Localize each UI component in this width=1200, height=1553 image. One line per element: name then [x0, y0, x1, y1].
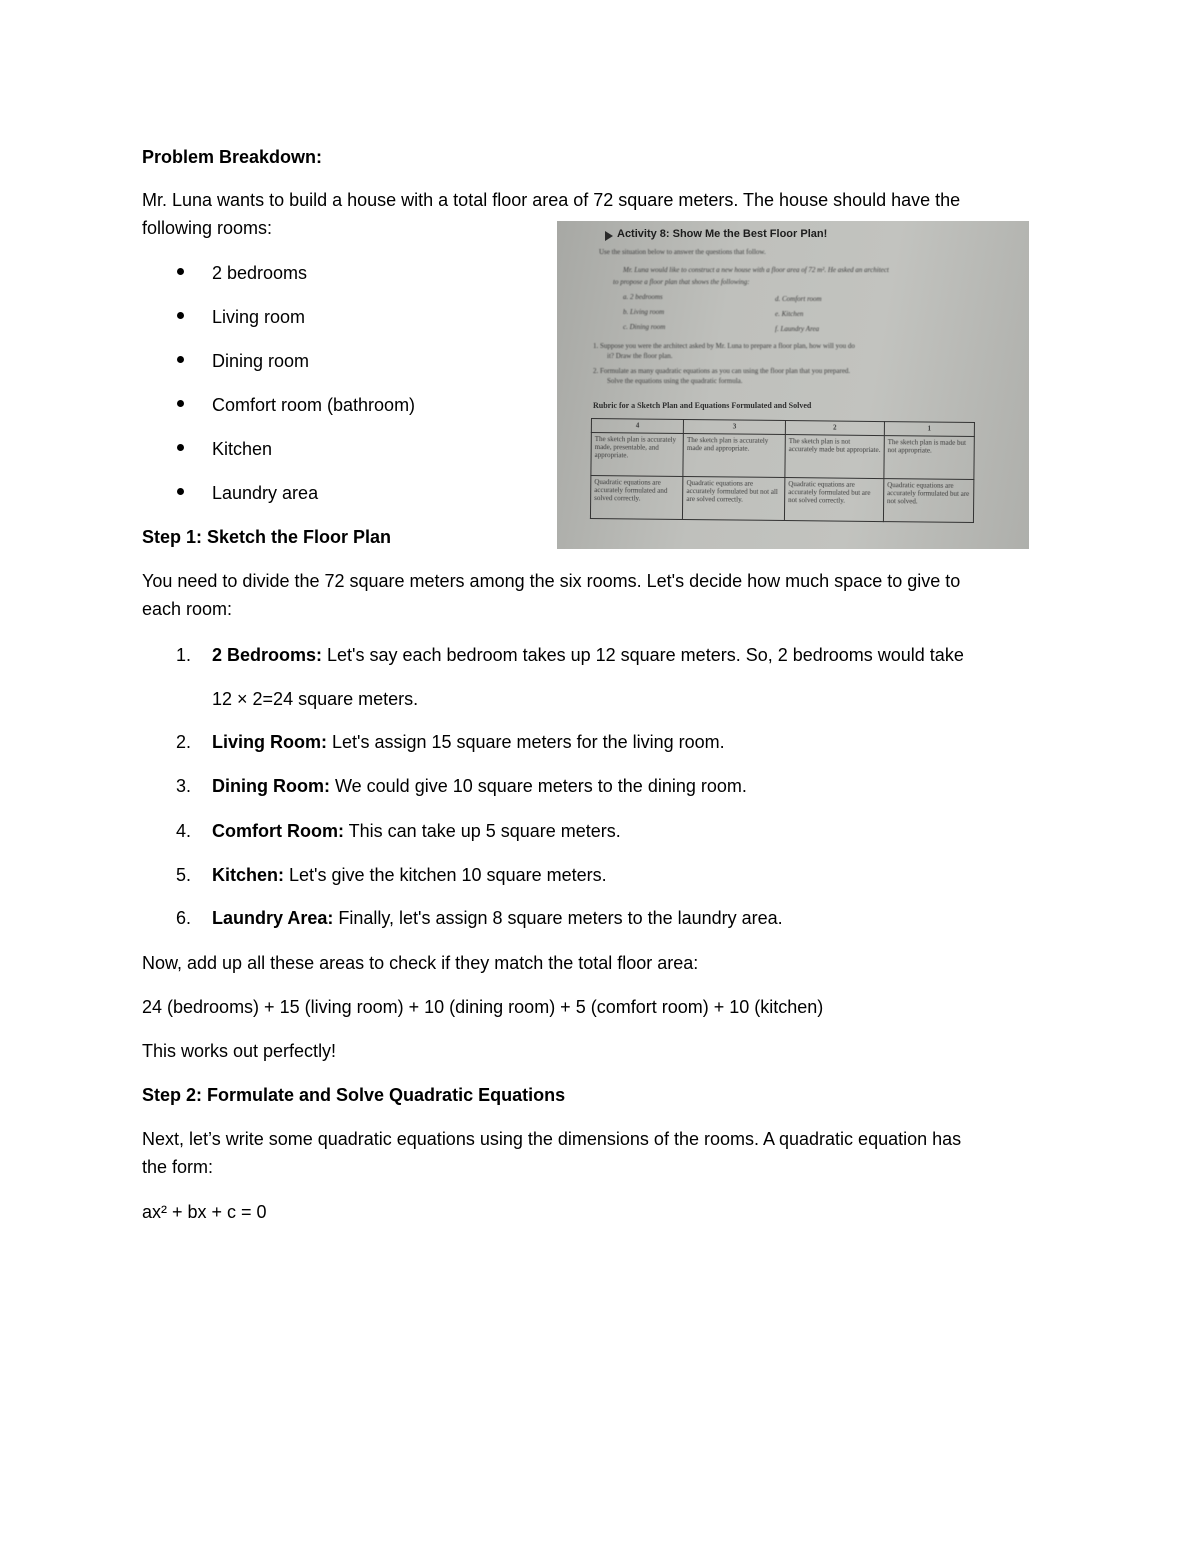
item-text: Let's give the kitchen 10 square meters. — [284, 865, 607, 885]
intro-line-1: Mr. Luna wants to build a house with a total floor area of 72 square meters. The house should have the — [142, 190, 961, 210]
worksheet-photo — [557, 221, 1029, 549]
list-number: 6. — [176, 908, 192, 928]
bullet — [177, 312, 184, 319]
table-cell: Quadratic equations are accurately formulated but are not solved. — [883, 479, 974, 523]
table-cell: Quadratic equations are accurately formulated and solved correctly. — [590, 476, 683, 520]
table-cell: 2 — [785, 421, 884, 436]
room-item: 2 bedrooms — [212, 263, 308, 283]
item-text: Let's say each bedroom takes up 12 square meters. So, 2 bedrooms would take — [322, 645, 964, 665]
step2-heading: Step 2: Formulate and Solve Quadratic Equations — [142, 1085, 566, 1105]
table-cell: 4 — [591, 419, 683, 434]
step2-line-1: Next, let’s write some quadratic equations using the dimensions of the rooms. A quadratic equation has — [142, 1129, 962, 1149]
works-out: This works out perfectly! — [142, 1041, 337, 1061]
item-label: 2 Bedrooms: — [212, 645, 323, 665]
photo-question: 1. Suppose you were the architect asked by Mr. Luna to prepare a floor plan, how will you do — [593, 342, 855, 350]
table-cell: The sketch plan is accurately made, presentable, and appropriate. — [591, 433, 684, 477]
step2-line-2: the form: — [142, 1157, 214, 1177]
photo-title: Activity 8: Show Me the Best Floor Plan! — [617, 228, 828, 240]
quadratic-formula: ax² + bx + c = 0 — [142, 1202, 267, 1222]
step1-line-1: You need to divide the 72 square meters among the six rooms. Let's decide how much space to give to — [142, 571, 961, 591]
sum-line: 24 (bedrooms) + 15 (living room) + 10 (dining room) + 5 (comfort room) + 10 (kitchen) — [142, 997, 824, 1017]
photo-instruction: Use the situation below to answer the questions that follow. — [599, 248, 766, 256]
bullet — [177, 356, 184, 363]
item-text: Finally, let's assign 8 square meters to the laundry area. — [333, 908, 783, 928]
item-text: Let's assign 15 square meters for the living room. — [327, 732, 725, 752]
photo-item: d. Comfort room — [775, 295, 822, 303]
bullet — [177, 268, 184, 275]
list-item — [212, 864, 607, 886]
item-label: Dining Room: — [212, 776, 330, 796]
list-item — [212, 820, 621, 842]
item-label: Laundry Area: — [212, 908, 334, 928]
arrow-icon — [605, 231, 613, 241]
photo-question: Solve the equations using the quadratic formula. — [607, 377, 743, 385]
table-cell: Quadratic equations are accurately formulated but are not solved correctly. — [784, 478, 883, 522]
step1-line-2: each room: — [142, 599, 233, 619]
table-cell: The sketch plan is accurately made and appropriate. — [683, 433, 785, 477]
intro-line-2: following rooms: — [142, 218, 273, 238]
photo-rubric-table — [590, 418, 975, 523]
photo-scenario: to propose a floor plan that shows the following: — [613, 278, 750, 286]
problem-heading: Problem Breakdown: — [142, 147, 323, 167]
room-item: Comfort room (bathroom) — [212, 395, 416, 415]
photo-scenario: Mr. Luna would like to construct a new house with a floor area of 72 m². He asked an architect — [623, 266, 889, 274]
list-item — [212, 775, 747, 797]
room-item: Dining room — [212, 351, 310, 371]
photo-item: b. Living room — [623, 308, 665, 316]
table-row — [590, 476, 973, 523]
list-number: 1. — [176, 645, 192, 665]
sum-intro: Now, add up all these areas to check if they match the total floor area: — [142, 953, 699, 973]
bullet — [177, 444, 184, 451]
photo-rubric-title: Rubric for a Sketch Plan and Equations Formulated and Solved — [593, 401, 812, 410]
photo-item: f. Laundry Area — [775, 325, 820, 333]
room-item: Kitchen — [212, 439, 273, 459]
item-text: This can take up 5 square meters. — [343, 821, 621, 841]
list-number: 2. — [176, 732, 192, 752]
item-text: We could give 10 square meters to the dining room. — [329, 776, 747, 796]
photo-question: 2. Formulate as many quadratic equations as you can using the floor plan that you prepared. — [593, 367, 851, 375]
table-cell: 1 — [884, 422, 974, 437]
item-label: Kitchen: — [212, 865, 284, 885]
list-number: 3. — [176, 776, 192, 796]
table-cell: The sketch plan is not accurately made but appropriate. — [785, 435, 884, 479]
item-label: Comfort Room: — [212, 821, 344, 841]
list-number: 4. — [176, 821, 192, 841]
table-cell: 3 — [684, 419, 786, 434]
list-number: 5. — [176, 865, 192, 885]
table-row — [591, 433, 974, 480]
photo-question: it? Draw the floor plan. — [607, 352, 673, 360]
list-item — [212, 907, 783, 929]
list-item — [212, 731, 725, 753]
bullet — [177, 488, 184, 495]
photo-item: c. Dining room — [623, 323, 666, 331]
item-label: Living Room: — [212, 732, 327, 752]
bullet — [177, 400, 184, 407]
table-cell: Quadratic equations are accurately formulated but not all are solved correctly. — [683, 476, 785, 520]
photo-item: a. 2 bedrooms — [623, 293, 663, 301]
room-item: Living room — [212, 307, 306, 327]
photo-item: e. Kitchen — [775, 310, 804, 318]
step1-heading: Step 1: Sketch the Floor Plan — [142, 527, 392, 547]
room-item: Laundry area — [212, 483, 319, 503]
bedroom-calc: 12 × 2=24 square meters. — [212, 689, 419, 709]
list-item — [212, 644, 964, 666]
table-cell: The sketch plan is made but not appropriate. — [884, 436, 975, 480]
